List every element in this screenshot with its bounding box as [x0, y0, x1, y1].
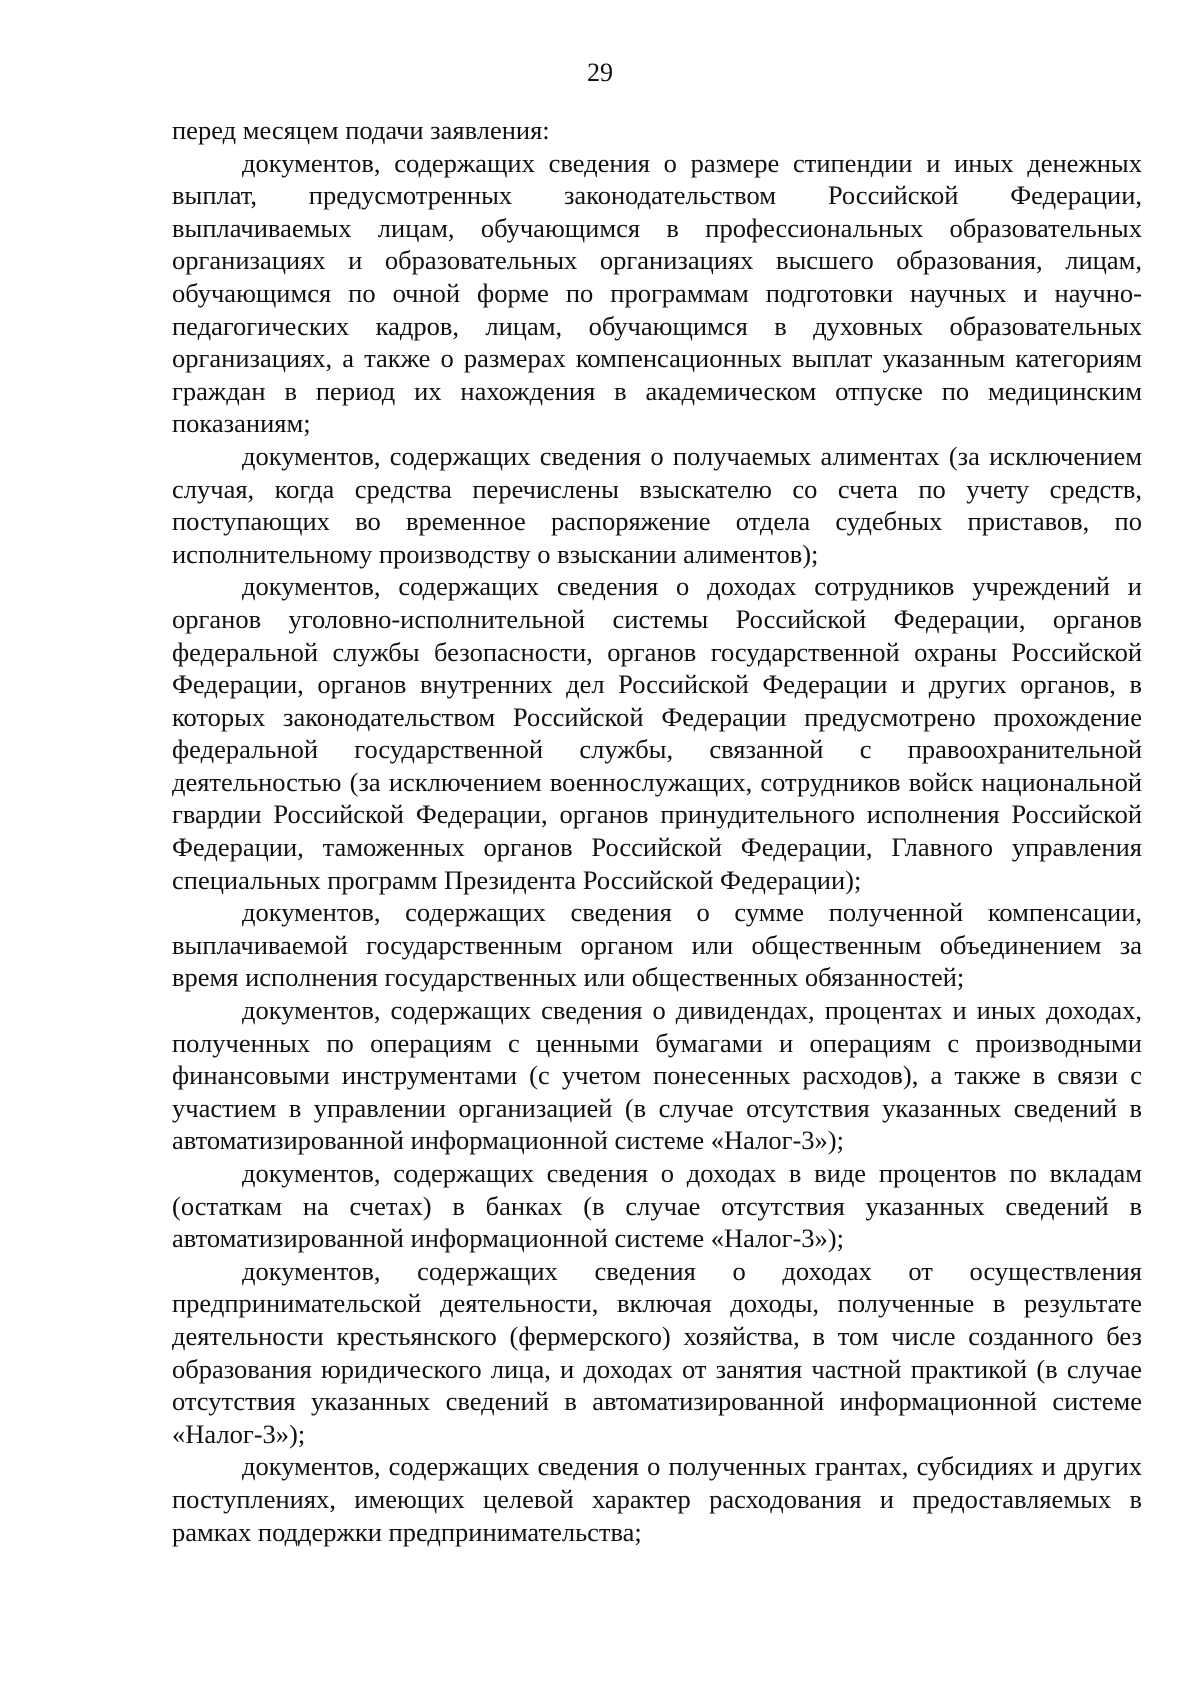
paragraph-compensation: документов, содержащих сведения о сумме полученной компенсации, выплачиваемой государственным органом или общественным объединением за время исполнения государственных или общественных обязанностей;	[172, 897, 1142, 993]
paragraph-stipend: документов, содержащих сведения о размере стипендии и иных денежных выплат, предусмотренных законодательством Российской Федерации, выплачиваемых лицам, обучающимся в профессиональных образовательных организациях и образовательных организациях высшего образования, лицам, обучающимся по очной форме по программам подготовки научных и научно-педагогических кадров, лицам, обучающимся в духовных образовательных организациях, а также о размерах компенсационных выплат указанным категориям граждан в период их нахождения в академическом отпуске по медицинским показаниям;	[172, 147, 1142, 439]
paragraph-deposit-interest: документов, содержащих сведения о доходах в виде процентов по вкладам (остаткам на счетах) в банках (в случае отсутствия указанных сведений в автоматизированной информационной системе «Налог-3»);	[172, 1158, 1142, 1254]
paragraph-intro: перед месяцем подачи заявления:	[172, 115, 550, 145]
paragraph-alimony: документов, содержащих сведения о получаемых алиментах (за исключением случая, когда средства перечислены взыскателю со счета по учету средств, поступающих во временное распоряжение отдела судебных приставов, по исполнительному производству о взыскании алиментов);	[172, 440, 1142, 569]
page-number: 29	[587, 58, 613, 87]
paragraph-dividends: документов, содержащих сведения о дивидендах, процентах и иных доходах, полученных по операциям с ценными бумагами и операциям с производными финансовыми инструментами (с учетом понесенных расходов), а также в связи с участием в управлении организацией (в случае отсутствия указанных сведений в автоматизированной информационной системе «Налог-3»);	[172, 995, 1142, 1156]
paragraph-grants: документов, содержащих сведения о полученных грантах, субсидиях и других поступлениях, имеющих целевой характер расходования и предоставляемых в рамках поддержки предпринимательства;	[172, 1451, 1142, 1547]
document-body	[172, 114, 1142, 1548]
paragraph-business-income: документов, содержащих сведения о доходах от осуществления предпринимательской деятельности, включая доходы, полученные в результате деятельности крестьянского (фермерского) хозяйства, в том числе созданного без образования юридического лица, и доходах от занятия частной практикой (в случае отсутствия указанных сведений в автоматизированной информационной системе «Налог-3»);	[172, 1255, 1142, 1449]
paragraph-law-enforcement-income: документов, содержащих сведения о доходах сотрудников учреждений и органов уголовно-исполнительной системы Российской Федерации, органов федеральной службы безопасности, органов государственной охраны Российской Федерации, органов внутренних дел Российской Федерации и других органов, в которых законодательством Российской Федерации предусмотрено прохождение федеральной государственной службы, связанной с правоохранительной деятельностью (за исключением военнослужащих, сотрудников войск национальной гвардии Российской Федерации, органов принудительного исполнения Российской Федерации, таможенных органов Российской Федерации, Главного управления специальных программ Президента Российской Федерации);	[172, 571, 1142, 895]
